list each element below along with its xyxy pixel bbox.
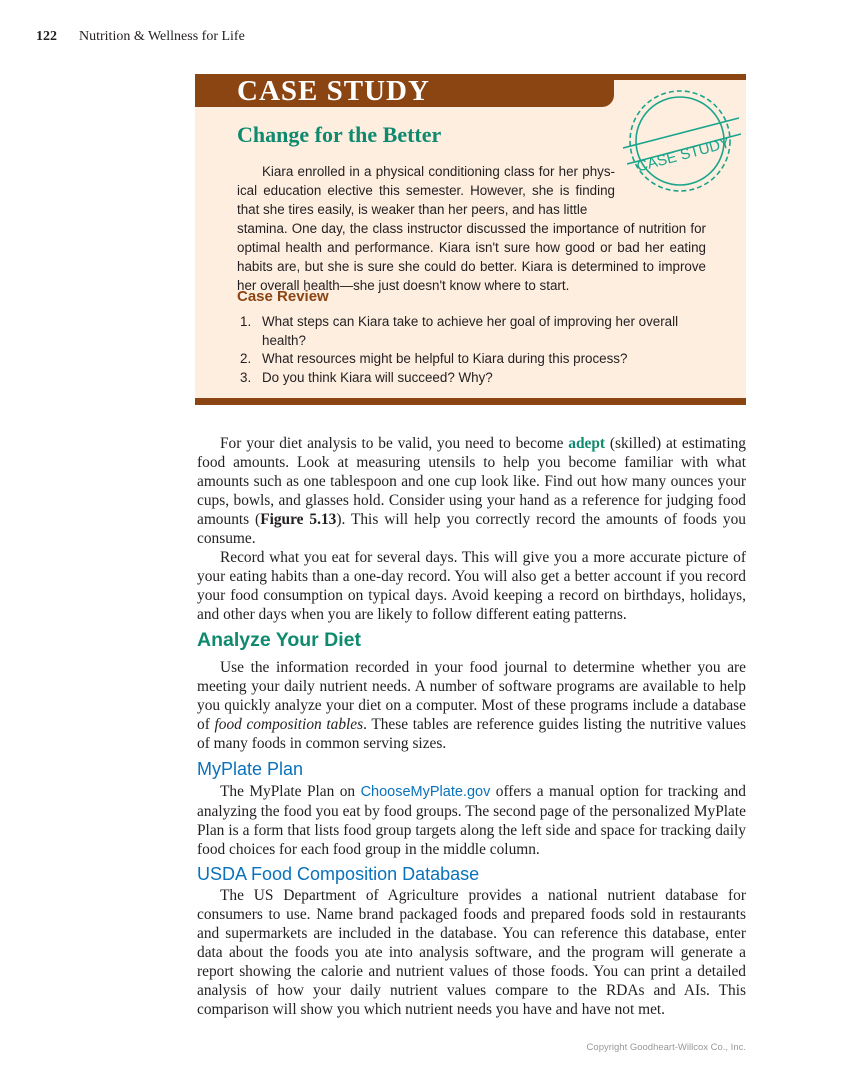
body-text-analyze	[197, 658, 746, 753]
choosemyplate-link[interactable]: ChooseMyPlate.gov	[360, 784, 491, 800]
paragraph: Record what you eat for several days. This will give you a more accurate picture of your eating habits than a one-day record. You will also get a better account if you record your food consumption on typical days. Avoid keeping a record on birthdays, holidays, and other days when you are likely to follow different eating patterns.	[197, 549, 746, 623]
svg-text:CASE STUDY: CASE STUDY	[634, 134, 732, 176]
case-study-stamp-icon	[615, 86, 745, 196]
case-study-box	[195, 74, 746, 405]
case-study-body: stamina. One day, the class instructor discussed the importance of nutrition for optimal health and performance. Kiara isn't sure how good or bad her eating habits are, but she is sure she could do better. Kiara is determined to improve her overall health—she just doesn't know where to start.	[237, 221, 706, 293]
case-review-heading: Case Review	[237, 288, 329, 305]
body-text-myplate	[197, 782, 746, 859]
paragraph: The MyPlate Plan on ChooseMyPlate.gov offers a manual option for tracking and analyzing the food you eat by food groups. The second page of the personalized MyPlate Plan is a form that lists food group targets along the left side and space for tracking daily food choices for each food group in the middle column.	[197, 783, 746, 858]
body-text-usda	[197, 886, 746, 1019]
key-term-adept: adept	[568, 435, 606, 452]
heading-usda-database: USDA Food Composition Database	[197, 864, 480, 884]
paragraph: For your diet analysis to be valid, you need to become adept (skilled) at estimating food amounts. Look at measuring utensils to help you become familiar with what amounts such as one tablespoon and one cup look like. Find out how many ounces your cups, bowls, and glasses hold. Consider using your hand as a reference for judging food amounts (Figure 5.13). This will help you correctly record the amounts of foods you consume.	[197, 435, 746, 547]
question-item: 2. What resources might be helpful to Kiara during this process?	[240, 351, 628, 366]
case-study-title: Change for the Better	[237, 122, 442, 147]
heading-myplate-plan: MyPlate Plan	[197, 759, 304, 779]
copyright: Copyright Goodheart-Willcox Co., Inc.	[586, 1042, 746, 1053]
figure-reference: Figure 5.13	[260, 511, 337, 528]
case-review-questions	[240, 313, 710, 387]
question-item: 3. Do you think Kiara will succeed? Why?	[240, 369, 493, 385]
case-study-label: CASE STUDY	[237, 75, 430, 107]
paragraph: Use the information recorded in your food journal to determine whether you are meeting your daily nutrient needs. A number of software programs are available to help you quickly analyze your diet on a computer. Most of these programs include a database of food composition tables. These tables are reference guides listing the nutritive values of many foods in common serving sizes.	[197, 659, 747, 752]
case-study-body-intro: Kiara enrolled in a physical conditioning class for her phys-ical education elective this semester. However, she is finding that she tires easily, is weaker than her peers, and has little	[237, 164, 615, 217]
question-item: 1. What steps can Kiara take to achieve her goal of improving her overall health?	[240, 314, 679, 348]
running-header	[36, 29, 245, 45]
book-title: Nutrition & Wellness for Life	[79, 29, 245, 44]
body-text-section-1	[197, 434, 746, 624]
paragraph: The US Department of Agriculture provides a national nutrient database for consumers to use. Name brand packaged foods and prepared foods sold in restaurants and supermarkets are included in the database. You can reference this database, enter data about the foods you ate into analysis software, and the program will generate a report showing the calorie and nutrient values of those foods. You can print a detailed analysis of how your daily nutrient values compare to the RDAs and AIs. This comparison will show you which nutrient needs you have and have not met.	[197, 887, 746, 1018]
heading-analyze-your-diet: Analyze Your Diet	[197, 629, 361, 651]
page-number: 122	[36, 29, 57, 44]
